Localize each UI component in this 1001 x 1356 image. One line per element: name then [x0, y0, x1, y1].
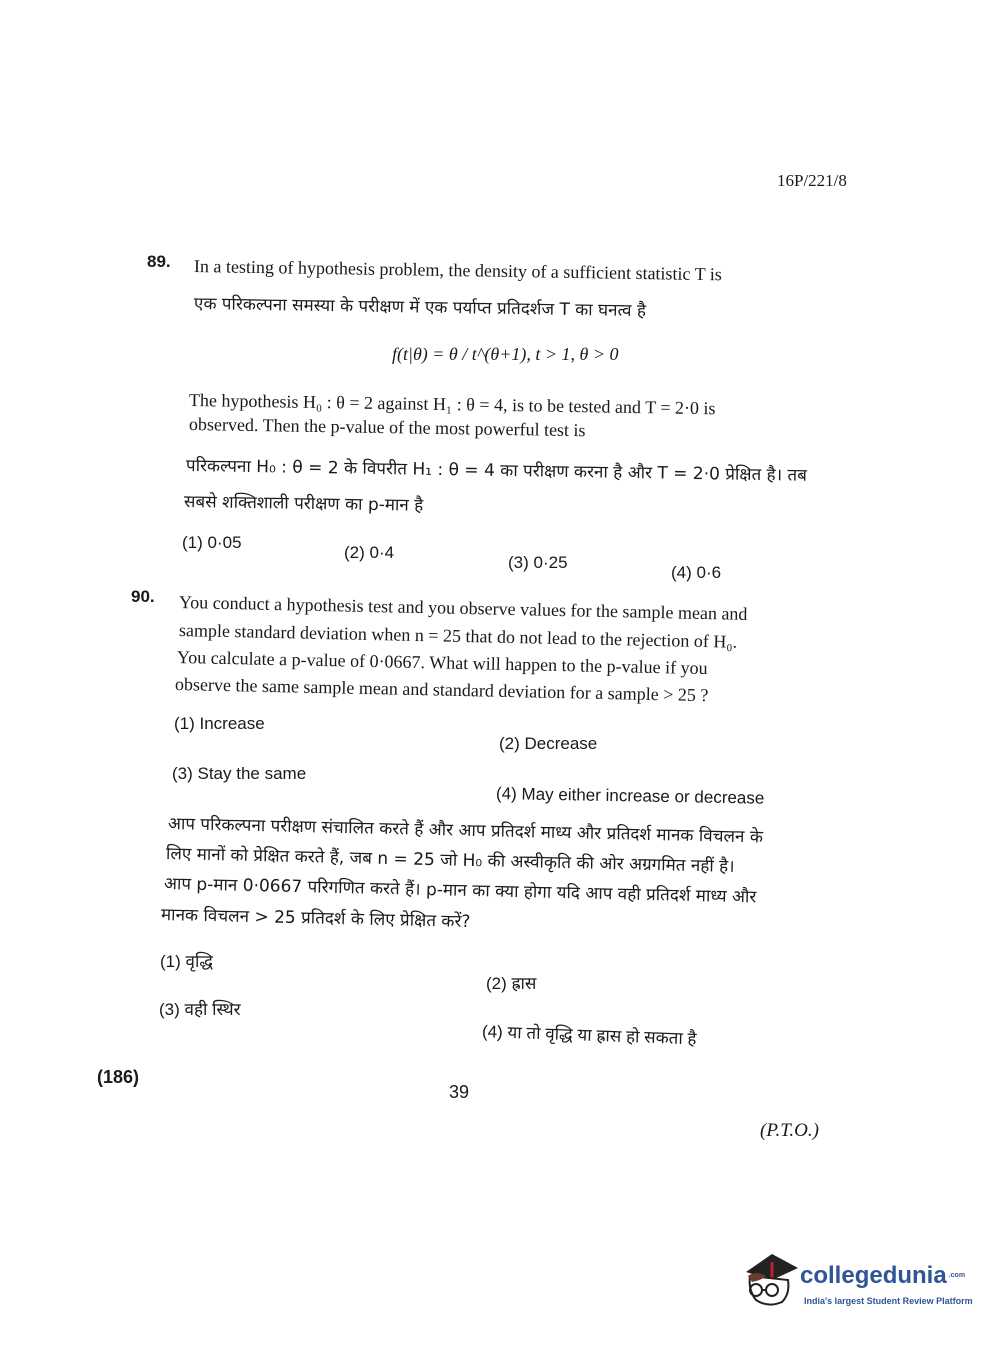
question-text-en: observed. Then the p-value of the most powerful test is [188, 414, 586, 441]
option-2-en: (2) Decrease [499, 734, 598, 753]
question-number: 89. [147, 252, 171, 271]
page-number: 39 [449, 1082, 470, 1102]
question-text-en: You calculate a p-value of 0·0667. What will happen to the p-value if you [176, 647, 708, 679]
option-3-hi: (3) वही स्थिर [159, 1000, 241, 1019]
option-4-hi: (4) या तो वृद्धि या ह्रास हो सकता है [481, 1022, 697, 1049]
question-text-en: You conduct a hypothesis test and you observe values for the sample mean and [178, 592, 748, 624]
option-4-en: (4) May either increase or decrease [495, 784, 765, 808]
question-text-hi: परिकल्पना H₀ : θ = 2 के विपरीत H₁ : θ = 4 का परीक्षण करना है और T = 2·0 प्रेक्षित है। तब [185, 456, 808, 486]
question-text-hi: सबसे शक्तिशाली परीक्षण का p-मान है [183, 492, 424, 516]
collegedunia-logo [742, 1250, 982, 1314]
option-3-en: (3) Stay the same [172, 764, 307, 783]
option-1-en: (1) Increase [174, 714, 265, 733]
mascot-icon [742, 1250, 802, 1310]
question-text-hi: एक परिकल्पना समस्या के परीक्षण में एक पर्याप्त प्रतिदर्शज T का घनत्व है [193, 294, 647, 322]
question-number: 90. [131, 587, 155, 606]
logo-name: collegedunia [800, 1262, 947, 1289]
question-text-hi: आप परिकल्पना परीक्षण संचालित करते हैं और आप प्रतिदर्श माध्य और प्रतिदर्श मानक विचलन के [167, 814, 764, 848]
option-1: (1) 0·05 [182, 533, 242, 552]
pto-label: (P.T.O.) [760, 1120, 819, 1141]
logo-suffix: .com [948, 1272, 966, 1279]
question-text-hi: मानक विचलन > 25 प्रतिदर्श के लिए प्रेक्षित करें? [160, 905, 471, 933]
density-formula: f(t|θ) = θ / t^(θ+1), t > 1, θ > 0 [392, 344, 619, 364]
question-text-en: In a testing of hypothesis problem, the density of a sufficient statistic T is [193, 256, 723, 285]
question-text-en: observe the same sample mean and standard deviation for a sample > 25 ? [174, 674, 709, 706]
option-4: (4) 0·6 [671, 563, 722, 582]
option-3: (3) 0·25 [508, 553, 568, 572]
booklet-code: (186) [97, 1067, 140, 1087]
question-text-en: sample standard deviation when n = 25 that do not lead to the rejection of H₀. [178, 620, 738, 652]
question-text-en: The hypothesis H₀ : θ = 2 against H₁ : θ = 4, is to be tested and T = 2·0 is [188, 390, 716, 419]
logo-wordmark [800, 1262, 965, 1290]
option-2: (2) 0·4 [344, 543, 395, 562]
question-text-hi: आप p-मान 0·0667 परिगणित करते हैं। p-मान का क्या होगा यदि आप वही प्रतिदर्श माध्य और [163, 874, 757, 908]
question-text-hi: लिए मानों को प्रेक्षित करते हैं, जब n = 25 जो H₀ की अस्वीकृति की ओर अग्रगमित नहीं है। [165, 844, 735, 877]
option-2-hi: (2) ह्रास [486, 974, 537, 993]
option-1-hi: (1) वृद्धि [160, 952, 213, 971]
paper-code: 16P/221/8 [777, 171, 847, 190]
logo-tagline: India's largest Student Review Platform [804, 1296, 973, 1306]
